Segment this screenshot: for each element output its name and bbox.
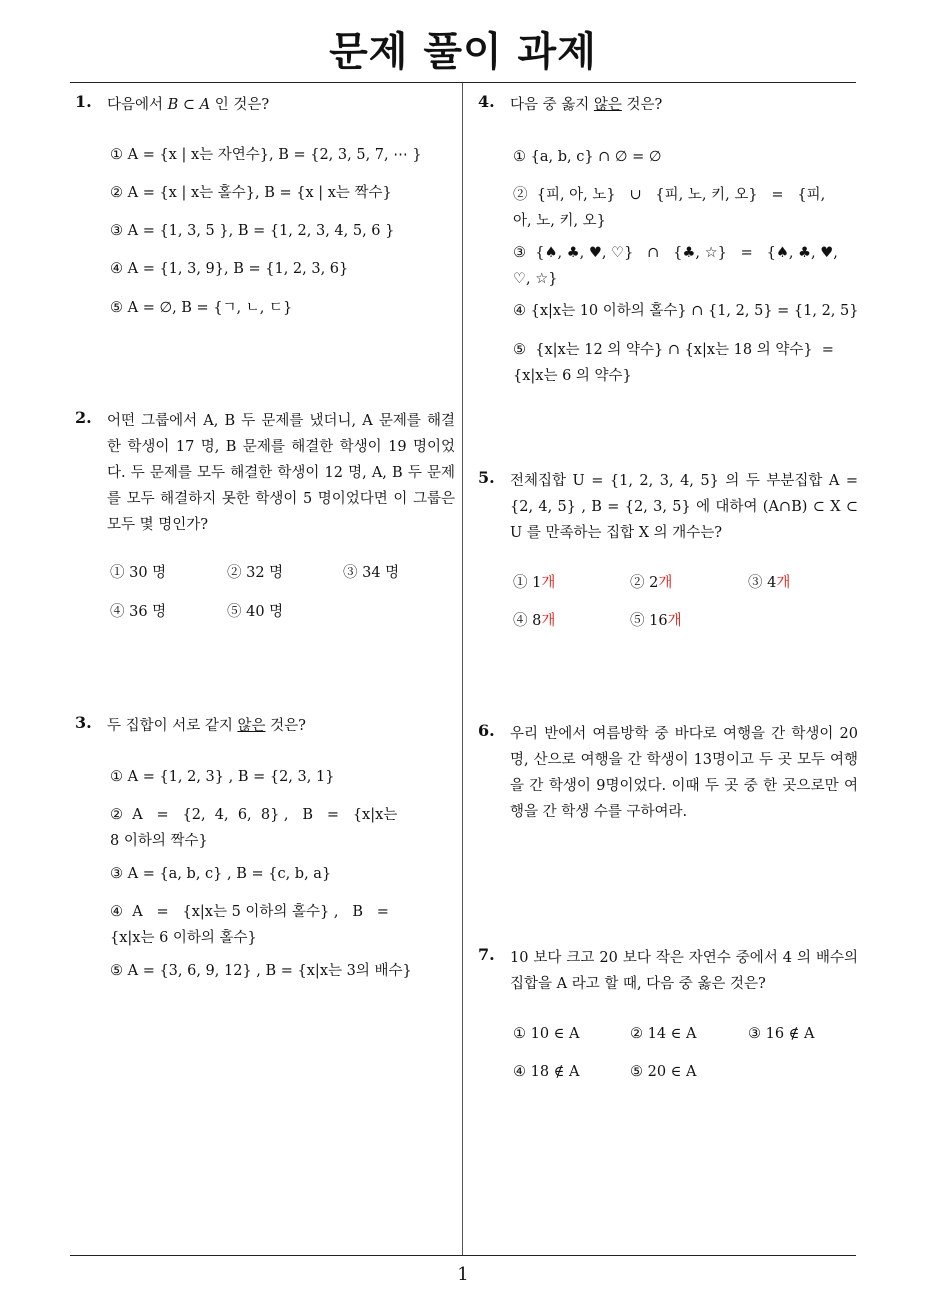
- column-divider: [462, 83, 463, 1255]
- choice-1[interactable]: ① 10 ∈ A: [513, 1026, 580, 1042]
- choice-5[interactable]: ⑤ 40 명: [227, 604, 284, 620]
- choice-3[interactable]: ③ A = {a, b, c} , B = {c, b, a}: [110, 866, 332, 882]
- choice-2[interactable]: ② A = {x | x는 홀수}, B = {x | x는 짝수}: [110, 185, 392, 201]
- question-text: 어떤 그룹에서 A, B 두 문제를 냈더니, A 문제를 해결한 학생이 17 명, B 문제를 해결한 학생이 19 명이었다. 두 문제를 모두 해결한 학생이 12 명, A, B 두 문제를 모두 해결하지 못한 학생이 5 명이었다면 이 그룹은 모두 몇 명인가?: [107, 413, 455, 533]
- choice-5[interactable]: ⑤ A = ∅, B = {ㄱ, ㄴ, ㄷ}: [110, 300, 293, 316]
- question-text: 전체집합 U = {1, 2, 3, 4, 5} 의 두 부분집합 A = {2, 4, 5} , B = {2, 3, 5} 에 대하여 (A∩B) ⊂ X ⊂ U 를 만족하는 집합 X 의 개수는?: [510, 473, 858, 541]
- question-text: 다음 중 옳지 않은 것은?: [510, 97, 663, 113]
- problem-number: 3.: [75, 713, 92, 732]
- choice-1[interactable]: ① 1개: [513, 575, 556, 591]
- unit-label: 개: [541, 613, 556, 629]
- choice-5[interactable]: ⑤ {x|x는 12 의 약수} ∩ {x|x는 18 의 약수} = {x|x는 6 의 약수}: [513, 342, 844, 384]
- choice-5[interactable]: ⑤ 16개: [630, 613, 682, 629]
- choice-4[interactable]: ④ 18 ∉ A: [513, 1064, 580, 1080]
- choice-3[interactable]: ③ {♠, ♣, ♥, ♡} ∩ {♣, ☆} = {♠, ♣, ♥, ♡, ☆}: [513, 245, 843, 287]
- choice-2[interactable]: ② 14 ∈ A: [630, 1026, 697, 1042]
- choice-2[interactable]: ② 2개: [630, 575, 673, 591]
- page-number: 1: [457, 1264, 469, 1285]
- choice-5[interactable]: ⑤ 20 ∈ A: [630, 1064, 697, 1080]
- choice-4[interactable]: ④ 8개: [513, 613, 556, 629]
- footer-rule: [70, 1255, 856, 1256]
- problem-1: [75, 92, 455, 332]
- problem-6: [478, 721, 858, 831]
- problem-number: 2.: [75, 408, 92, 427]
- choice-1[interactable]: ① {a, b, c} ∩ ∅ = ∅: [513, 149, 662, 165]
- problem-5: [478, 468, 858, 648]
- choice-4[interactable]: ④ A = {1, 3, 9}, B = {1, 2, 3, 6}: [110, 261, 349, 277]
- choice-4[interactable]: ④ A = {x|x는 5 이하의 홀수} , B = {x|x는 6 이하의 홀수}: [110, 904, 403, 946]
- question-text: 10 보다 크고 20 보다 작은 자연수 중에서 4 의 배수의 집합을 A 라고 할 때, 다음 중 옳은 것은?: [510, 950, 858, 992]
- question-text: 우리 반에서 여름방학 중 바다로 여행을 간 학생이 20 명, 산으로 여행을 간 학생이 13명이고 두 곳 모두 여행을 간 학생이 9명이었다. 이때 두 곳 중 한 곳으로만 여행을 간 학생 수를 구하여라.: [510, 726, 858, 820]
- choice-3[interactable]: ③ 16 ∉ A: [748, 1026, 815, 1042]
- unit-label: 개: [541, 575, 556, 591]
- problem-3: [75, 713, 455, 993]
- choice-2[interactable]: ② {피, 아, 노} ∪ {피, 노, 키, 오} = {피, 아, 노, 키, 오}: [513, 187, 830, 229]
- problem-4: [478, 92, 858, 392]
- problem-2: [75, 408, 455, 628]
- problem-7: [478, 945, 858, 1095]
- problem-number: 1.: [75, 92, 92, 111]
- choice-5[interactable]: ⑤ A = {3, 6, 9, 12} , B = {x|x는 3의 배수}: [110, 963, 412, 979]
- choice-3[interactable]: ③ A = {1, 3, 5 }, B = {1, 2, 3, 4, 5, 6 }: [110, 223, 395, 239]
- choice-1[interactable]: ① A = {x | x는 자연수}, B = {2, 3, 5, 7, ⋯ }: [110, 147, 422, 163]
- choice-1[interactable]: ① A = {1, 2, 3} , B = {2, 3, 1}: [110, 769, 335, 785]
- choice-1[interactable]: ① 30 명: [110, 565, 167, 581]
- problem-number: 5.: [478, 468, 495, 487]
- problem-number: 7.: [478, 945, 495, 964]
- question-text: 두 집합이 서로 같지 않은 것은?: [107, 718, 306, 734]
- choice-2[interactable]: ② A = {2, 4, 6, 8} , B = {x|x는 8 이하의 짝수}: [110, 807, 402, 849]
- choice-2[interactable]: ② 32 명: [227, 565, 284, 581]
- unit-label: 개: [776, 575, 791, 591]
- choice-4[interactable]: ④ {x|x는 10 이하의 홀수} ∩ {1, 2, 5} = {1, 2, 5}: [513, 303, 859, 319]
- unit-label: 개: [667, 613, 682, 629]
- page-title: 문제 풀이 과제: [329, 29, 597, 75]
- header-rule: [70, 82, 856, 83]
- problem-number: 4.: [478, 92, 495, 111]
- choice-3[interactable]: ③ 4개: [748, 575, 791, 591]
- problem-number: 6.: [478, 721, 495, 740]
- unit-label: 개: [658, 575, 673, 591]
- choice-3[interactable]: ③ 34 명: [343, 565, 400, 581]
- question-text: 다음에서 B ⊂ A 인 것은?: [107, 97, 270, 113]
- choice-4[interactable]: ④ 36 명: [110, 604, 167, 620]
